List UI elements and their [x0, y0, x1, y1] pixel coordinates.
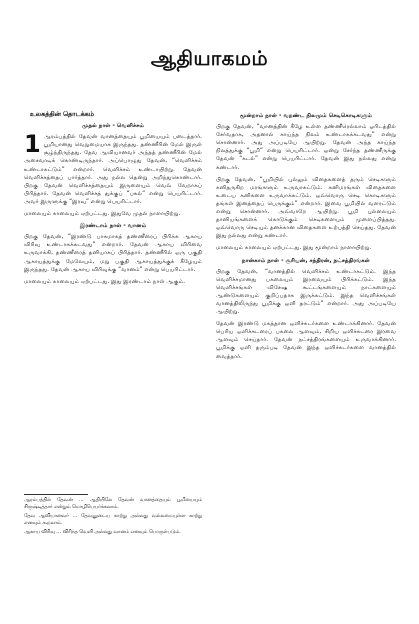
right-column	[216, 108, 396, 365]
day3-closing: மாலையும் காலையும் ஏற்பட்டது. இது மூன்றாம் நாளாயிற்று.	[216, 245, 372, 252]
footnote-2: தேவ ஆவியானவர் … தேவனுடைய காற்று அல்லது வல்லமையுள்ள காற்று எனவும் கூறலாம்.	[24, 514, 202, 526]
left-column	[24, 110, 202, 290]
day2-closing: மாலையும் காலையும் ஏற்பட்டது. இது இரண்டாம் நாள் ஆகும்.	[24, 278, 186, 285]
footnote-1: ஆரம்பத்தில் தேவன் … ஆதியிலே தேவன் வானத்தையும் பூமியையும் சிருஷ்டித்தார் என்றும் மொழிபெயர்க்கலாம்.	[24, 498, 202, 510]
day1-heading: முதல் நாள் - வெளிச்சம்	[82, 123, 144, 130]
day3-text-2: பிறகு தேவன், “பூமியில் புல்லும் விதைகளைத் தரும் செடிகளும் கனிதருகிற மரங்களும் உருவாகட்டும். கனிமரங்கள் விதைகளை உடைய கனிகளை உருவாக்கட்டும். ஒவ்வொரு செடி கொடிகளும் தங்கள் இனத்தைப் பெருக்கும்” என்றார். இவை பூமியில் வளரட்டும் என்று சொன்னார். அவ்வாறே ஆயிற்று. பூமி புல்லையும் தானியங்களைக் கொடுக்கும் செடிகளையும் முளைப்பித்தது. ஒவ்வொரு செடியும் தனக்கான விதைகளை உற்பத்தி செய்தது. தேவன் இது நல்லது என்று கண்டார்.	[216, 176, 396, 240]
chapter-drop-cap: 1	[24, 130, 41, 159]
day1-paragraph	[24, 130, 202, 206]
day3-heading: மூன்றாம் நாள் - வறண்ட நிலமும் செடிகொடிகளும்	[240, 113, 372, 119]
section-title: உலகத்தின் தொடக்கம்	[30, 110, 94, 118]
day3-text-1: பிறகு தேவன், “வானத்தின் கீழே உள்ள தண்ணீரெல்லாம் ஓரிடத்தில் சேர்வதாக, அதனால் காய்ந்த நிலம் உண்டாகக்கடவது” என்று சொன்னார். அது அப்படியே ஆயிற்று. தேவன் அந்த காய்ந்த நிலத்துக்கு “பூமி” என்று பெயரிட்டார். ஒன்று சேர்ந்த தண்ணீருக்கு தேவன் “கடல்” என்று பெயரிட்டார். தேவன் இது நல்லது என்று கண்டார்.	[216, 124, 396, 171]
day4-text-1: பிறகு தேவன், “வானத்தில் வெளிச்சம் உண்டாகட்டும். இந்த வெளிச்சமானது பகலையும் இரவையும் பிரிக்கட்டும். இந்த வெளிச்சங்கள் விசேஷ கூட்டங்களையும் நாட்களையும் ஆண்டுகளையும் குறிப்பதாக இருக்கட்டும். இந்த வெளிச்சங்கள் வானத்திலிருந்து பூமிக்கு ஒளி தரட்டும்” என்றார். அது அப்படியே ஆயிற்று.	[216, 268, 396, 316]
day1-text: ஆரம்பத்தில் தேவன் வானத்தையும் பூமியையும் படைத்தார். பூமியானது வெறுமையாக இருந்தது. தண்ணீரின் மேல் இருள் சூழ்ந்திருந்தது. தேவ ஆவியானவர் அந்தத் தண்ணீரின் மேல் அசைவாடிக் கொண்டிருந்தார். அப்பொழுது தேவன், “வெளிச்சம் உண்டாகட்டும்” என்றார். வெளிச்சம் உண்டாயிற்று. தேவன் வெளிச்சத்தைப் பார்த்தார். அது நல்ல தென்று அறிந்துகொண்டார். பிறகு தேவன் வெளிச்சத்தையும் இருளையும் வெவ் வேறாகப் பிரித்தார். தேவன் வெளிச்சத் துக்குப் “பகல்” என்று பெயரிட்டார். அவர் இருளுக்கு “இரவு” என்று பெயரிட்டார்.	[24, 134, 202, 205]
day4-text-2: தேவன் இரண்டு மகத்தான ஒளிச்சுடர்களை உண்டாக்கினார். தேவன் பெரிய ஒளிச்சுடரைப் பகலை ஆளவும், சிறிய ஒளிச்சுடரை இரவை ஆளவும் செய்தார். தேவன் நட்சத்திரங்களையும் உருவாக்கினார். பூமிக்கு ஒளி தரும்படி தேவன் இந்த ஒளிச்சுடர்களை வானத்தில் வைத்தார்.	[216, 321, 396, 360]
day2-heading: இரண்டாம் நாள் - வானம்	[79, 223, 147, 230]
footnotes	[24, 494, 202, 540]
day4-heading: நான்காம் நாள் - சூரியன், சந்திரன், நட்சத்திரங்கள்	[242, 257, 370, 264]
day1-closing: மாலையும் காலையும் ஏற்பட்டது. இதுவே முதல் நாளாயிற்று.	[24, 211, 181, 218]
footnote-rule	[24, 494, 88, 495]
day2-text: பிறகு தேவன், “இரண்டு பாகமாகத் தண்ணீரைப் பிரிக்க ஆகாய விரிவு உண்டாகக்கடவது” என்றார். தேவன் ஆகாய விரிவை உருவாக்கி, தண்ணீரைத் தனியாகப் பிரித்தார். தண்ணீரில் ஒரு பகுதி ஆகாயத்துக்கு மேலேயும், மறு பகுதி ஆகாயத்துக்குக் கீழேயும் இருந்தது. தேவன் ஆகாய விரிவுக்கு “வானம்” என்று பெயரிட்டார்.	[24, 234, 202, 273]
footnote-3: ஆகாய விரிவு … விரிந்த வெளி அல்லது வானம் எனவும் பொருள்படும்.	[24, 530, 181, 536]
book-title: ஆதியாகமம்	[150, 46, 269, 70]
